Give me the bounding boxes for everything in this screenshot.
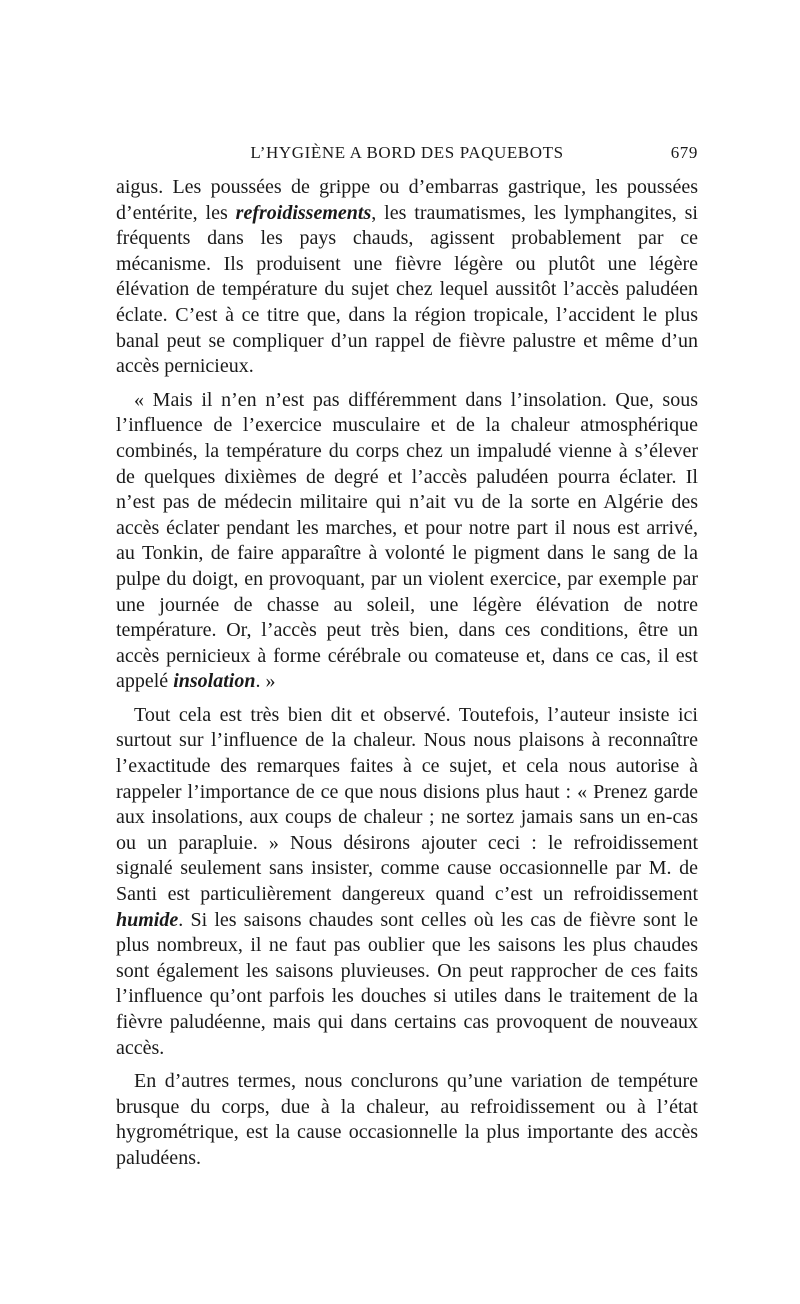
- paragraph-3: [116, 703, 698, 1061]
- paragraph-4: [116, 1069, 698, 1171]
- emphasis-humide: humide: [116, 908, 179, 931]
- book-page: [116, 143, 698, 1180]
- emphasis-insolation: insolation: [173, 670, 256, 693]
- emphasis-refroidissements: refroidissements: [235, 201, 372, 224]
- text-run: « Mais il n’en n’est pas différemment dans l’insolation. Que, sous l’influence de l’exercice musculaire et de la chaleur atmosphérique combinés, la température du corps chez un impaludé vienne à s’élever de quelques dixièmes de degré et l’accès paludéen pourra éclater. Il n’est pas de médecin militaire qui n’ait vu de la sorte en Algérie des accès éclater pendant les marches, et pour notre part il nous est arrivé, au Tonkin, de faire apparaître à volonté le pigment dans le sang de la pulpe du doigt, en provoquant, par un violent exercice, par exemple par une journée de chasse au soleil, une légère élévation de notre température. Or, l’accès peut très bien, dans ces conditions, être un accès pernicieux à forme cérébrale ou comateuse et, dans ce cas, il est appelé: [116, 388, 698, 693]
- paragraph-2-quotation: [116, 388, 698, 695]
- text-run: , les traumatismes, les lymphangites, si fréquents dans les pays chauds, agissent probablement par ce mécanisme. Ils produisent une fièvre légère ou plutôt une légère élévation de température du sujet chez lequel aussitôt l’accès paludéen éclate. C’est à ce titre que, dans la région tropicale, l’accident le plus banal peut se compliquer d’un rappel de fièvre palustre et même d’un accès pernicieux.: [116, 201, 698, 378]
- running-head: [116, 143, 698, 171]
- text-run: aigus. Les poussées de grippe ou d’embarras gastrique, les poussées d’entérite, les: [116, 176, 698, 224]
- paragraph-1: [116, 175, 698, 380]
- page-number: 679: [670, 143, 698, 162]
- text-run: . Si les saisons chaudes sont celles où les cas de fièvre sont le plus nombreux, il ne faut pas oublier que les saisons les plus chaudes sont également les saisons pluvieuses. On peut rapprocher de ces faits l’influence qu’ont parfois les douches si utiles dans le traitement de la fièvre paludéenne, mais qui dans certains cas provoquent de nouveaux accès.: [116, 908, 698, 1059]
- text-run: . »: [255, 670, 276, 693]
- running-title: L’HYGIÈNE A BORD DES PAQUEBOTS: [250, 143, 564, 162]
- text-run: En d’autres termes, nous conclurons qu’une variation de tempéture brusque du corps, due à la chaleur, au refroidissement ou à l’état hygrométrique, est la cause occasionnelle la plus importante des accès paludéens.: [116, 1070, 698, 1169]
- text-run: Tout cela est très bien dit et observé. Toutefois, l’auteur insiste ici surtout sur l’influence de la chaleur. Nous nous plaisons à reconnaître l’exactitude des remarques faites à ce sujet, et cela nous autorise à rappeler l’importance de ce que nous disions plus haut : « Prenez garde aux insolations, aux coups de chaleur ; ne sortez jamais sans un en-cas ou un parapluie. » Nous désirons ajouter ceci : le refroidissement signalé seulement sans insister, comme cause occasionnelle par M. de Santi est particulièrement dangereux quand c’est un refroidissement: [116, 703, 698, 906]
